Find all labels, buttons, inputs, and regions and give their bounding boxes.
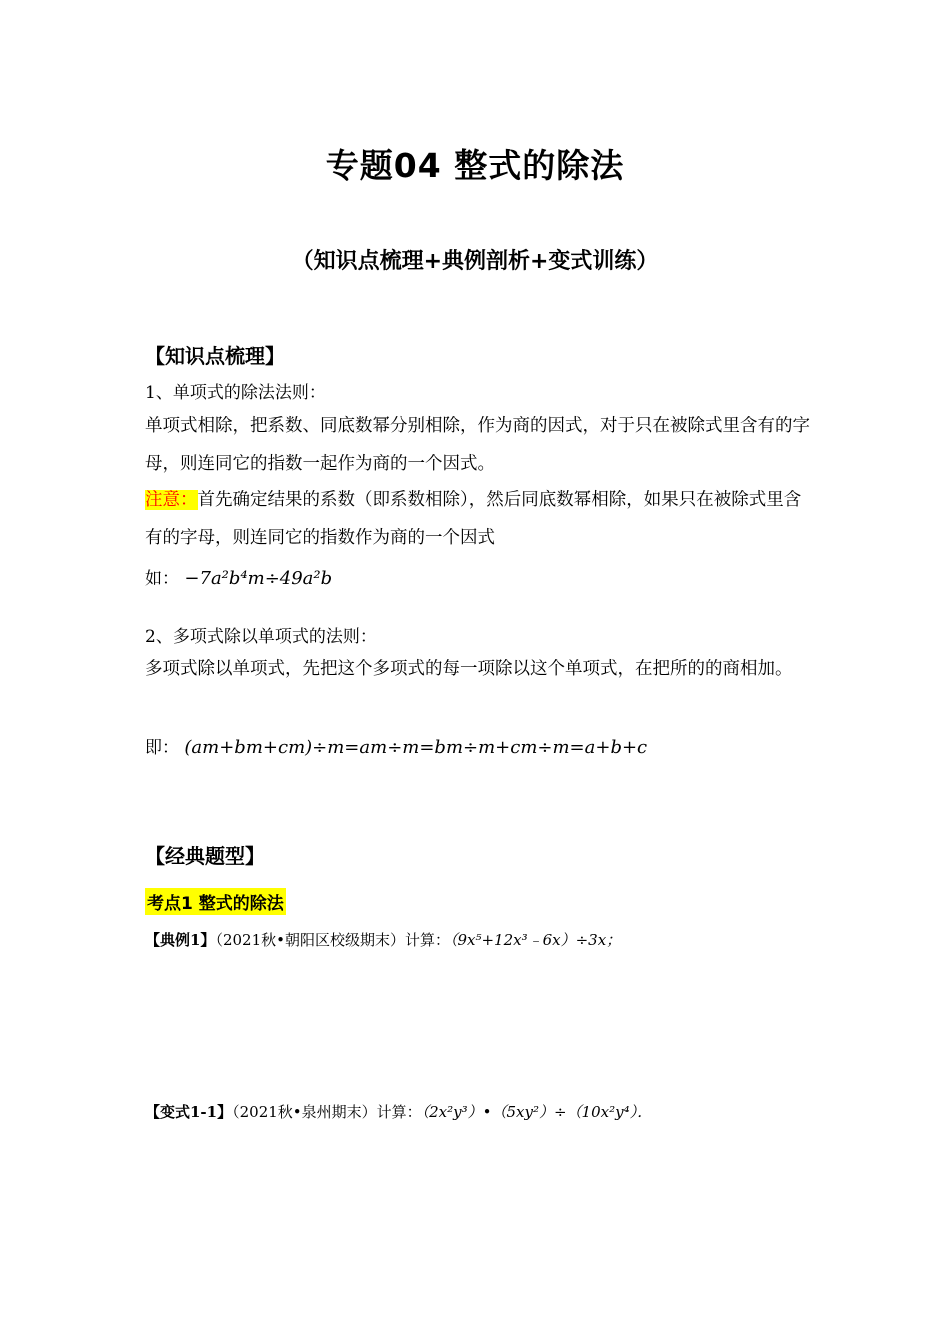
example1-prefix: 如：	[145, 569, 179, 589]
rule1-title: 1、单项式的除法法则：	[145, 383, 326, 403]
example1-line	[145, 564, 332, 589]
example2-formula: (am+bm+cm)÷m=am÷m=bm÷m+cm÷m=a+b+c	[184, 737, 648, 758]
example2-prefix: 即：	[145, 738, 179, 758]
knowledge-heading: 【知识点梳理】	[145, 344, 285, 368]
example1-formula: −7a²b⁴m÷49a²b	[184, 568, 333, 589]
typical-heading: 【经典题型】	[145, 844, 265, 868]
variant-1-1-source: （2021秋•泉州期末）计算：	[232, 1103, 422, 1121]
example-1-source: （2021秋•朝阳区校级期末）计算：	[215, 931, 450, 949]
variant-1-1-tag: 【变式1-1】	[145, 1103, 233, 1121]
kaodian-label: 考点1 整式的除法	[145, 888, 286, 915]
variant-1-1	[145, 1101, 652, 1122]
document-title: 专题04 整式的除法	[325, 146, 625, 185]
note-paragraph	[145, 481, 815, 557]
example2-line	[145, 733, 647, 758]
example-1-expr: （9x⁵+12x³﹣6x）÷3x；	[449, 931, 622, 949]
example-1-tag: 【典例1】	[145, 931, 216, 949]
rule2-title: 2、多项式除以单项式的法则：	[145, 627, 377, 647]
example-1	[145, 929, 621, 950]
rule1-text: 单项式相除，把系数、同底数幂分别相除，作为商的因式，对于只在被除式里含有的字母，则连同它的指数一起作为商的一个因式。	[145, 416, 810, 474]
document-subtitle: （知识点梳理+典例剖析+变式训练）	[291, 249, 659, 274]
rule2-text: 多项式除以单项式，先把这个多项式的每一项除以这个单项式，在把所的的商相加。	[145, 659, 793, 679]
note-label: 注意：	[145, 490, 198, 510]
variant-1-1-expr: （2x²y³）•（5xy²）÷（10x²y⁴）．	[421, 1103, 653, 1121]
note-text: 首先确定结果的系数（即系数相除），然后同底数幂相除，如果只在被除式里含有的字母，则连同它的指数作为商的一个因式	[145, 490, 802, 548]
